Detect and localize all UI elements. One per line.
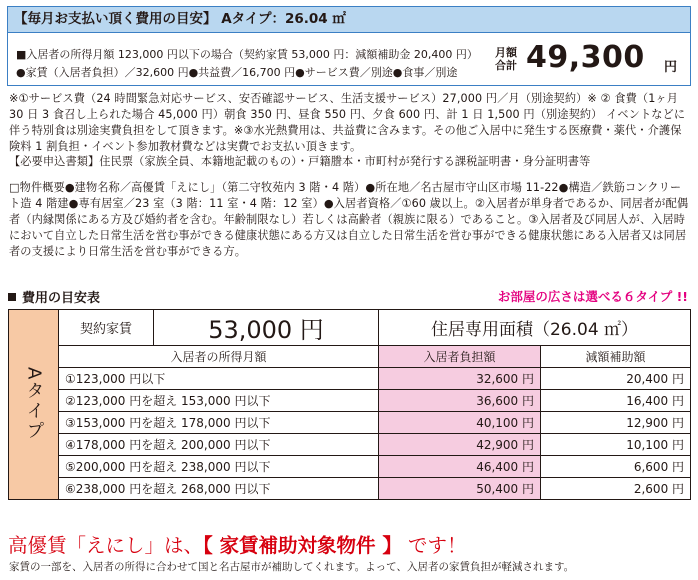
subsidy-cell: 2,600 円 [541, 478, 691, 500]
subsidy-cell: 16,400 円 [541, 390, 691, 412]
burden-cell: 40,100 円 [379, 412, 541, 434]
section-title-text: 費用の目安表 [22, 291, 101, 306]
burden-cell: 36,600 円 [379, 390, 541, 412]
type-label: Aタイプ [23, 367, 45, 442]
rent-label: 契約家賃 [59, 310, 154, 346]
table-row [9, 434, 691, 456]
subsidy-headline-part3: です！ [401, 534, 467, 557]
property-overview [9, 180, 691, 260]
required-documents [9, 154, 691, 170]
income-cell: ⑥238,000 円を超え 268,000 円以下 [59, 478, 379, 500]
property-overview-text: □物件概要●建物名称／高優賃「えにし」（第二守牧苑内 3 階・4 階）●所在地／名古屋市守山区市場 11-22●構造／鉄筋コンクリート造 4 階建●専有居室／23 室（3 階：11 室・4 階：12 室）●入居者資格／①60 歳以上。②入居者が単身者であるか、同居者が配偶者（内縁関係にある方及び婚約者を含む。年齢制限なし）若しくは高齢者（親族に限る）であること。③入居者及び同居人が、入居時において自立した日常生活を営む事ができる健康状態にある方又は自立した日常生活を営む事ができる健康状態にある入居者又は同居者の支援により日常生活を営む事ができる方。 [9, 181, 689, 258]
monthly-total-label-1: 月額 [495, 46, 517, 59]
income-cell: ①123,000 円以下 [59, 368, 379, 390]
subsidy-headline-emphasis: 【 家賃補助対象物件 】 [203, 534, 402, 557]
service-notes-text: ※①サービス費（24 時間緊急対応サービス、安否確認サービス、生活支援サービス）27,000 円／月（別途契約）※ ② 食費（1ヶ月 30 日 3 食召し上られた場合 45,000 円）朝食 350 円、昼食 550 円、夕食 600 円、計 1 日 1,500 円（別途契約） イベントなどに伴う特別食は別途実費負担をして頂きます。※③水光熱費用は、共益費に含みます。その他ご入居中に発生する医療費・薬代・介護保険料 1 割負担・イベント参加教材費などは実費でお支払い頂きます。 [9, 92, 686, 153]
income-cell: ②123,000 円を超え 153,000 円以下 [59, 390, 379, 412]
column-header-row [9, 346, 691, 368]
table-row [9, 478, 691, 500]
burden-cell: 46,400 円 [379, 456, 541, 478]
monthly-total-label-2: 合計 [495, 59, 517, 72]
col-income-header: 入居者の所得月額 [59, 346, 379, 368]
income-condition-line: ■入居者の所得月額 123,000 円以下の場合（契約家賃 53,000 円：減額補助金 20,400 円） [16, 48, 478, 61]
fee-table [8, 309, 691, 500]
section-title [8, 287, 100, 306]
subsidy-cell: 12,900 円 [541, 412, 691, 434]
monthly-total-label [495, 46, 517, 72]
square-bullet-icon [8, 293, 16, 301]
subsidy-cell: 6,600 円 [541, 456, 691, 478]
room-types-note: お部屋の広さは選べる６タイプ !! [497, 289, 688, 304]
col-subsidy-header: 減額補助額 [541, 346, 691, 368]
fee-summary-body [8, 33, 690, 86]
type-cell [9, 310, 59, 500]
monthly-total-unit: 円 [664, 60, 678, 75]
table-row [9, 456, 691, 478]
fee-breakdown-line: ●家賃（入居者負担）／32,600 円●共益費／16,700 円●サービス費／別途●食事／別途 [16, 66, 458, 79]
service-notes [9, 91, 691, 155]
subsidy-headline-part1: 高優賃「えにし」は、 [8, 534, 204, 557]
fee-summary-box [7, 6, 691, 86]
table-row [9, 390, 691, 412]
fee-summary-title: 【毎月お支払い頂く費用の目安】 Aタイプ：26.04 ㎡ [8, 7, 690, 33]
col-burden-header: 入居者負担額 [379, 346, 541, 368]
subsidy-cell: 20,400 円 [541, 368, 691, 390]
income-cell: ⑤200,000 円を超え 238,000 円以下 [59, 456, 379, 478]
rent-row [9, 310, 691, 346]
table-row [9, 368, 691, 390]
income-cell: ④178,000 円を超え 200,000 円以下 [59, 434, 379, 456]
area-label: 住居専用面積（26.04 ㎡） [379, 310, 691, 346]
table-row [9, 412, 691, 434]
income-cell: ③153,000 円を超え 178,000 円以下 [59, 412, 379, 434]
subsidy-headline [8, 530, 467, 558]
burden-cell: 42,900 円 [379, 434, 541, 456]
monthly-total-value: 49,300 [526, 40, 645, 75]
burden-cell: 32,600 円 [379, 368, 541, 390]
rent-value: 53,000 円 [154, 310, 379, 346]
subsidy-note: 家賃の一部を、入居者の所得に合わせて国と名古屋市が補助してくれます。よって、入居者の家賃負担が軽減されます。 [9, 561, 575, 573]
required-documents-text: 【必要申込書類】住民票（家族全員、本籍地記載のもの）・戸籍謄本・市町村が発行する課税証明書・身分証明書等 [9, 155, 591, 168]
subsidy-cell: 10,100 円 [541, 434, 691, 456]
burden-cell: 50,400 円 [379, 478, 541, 500]
